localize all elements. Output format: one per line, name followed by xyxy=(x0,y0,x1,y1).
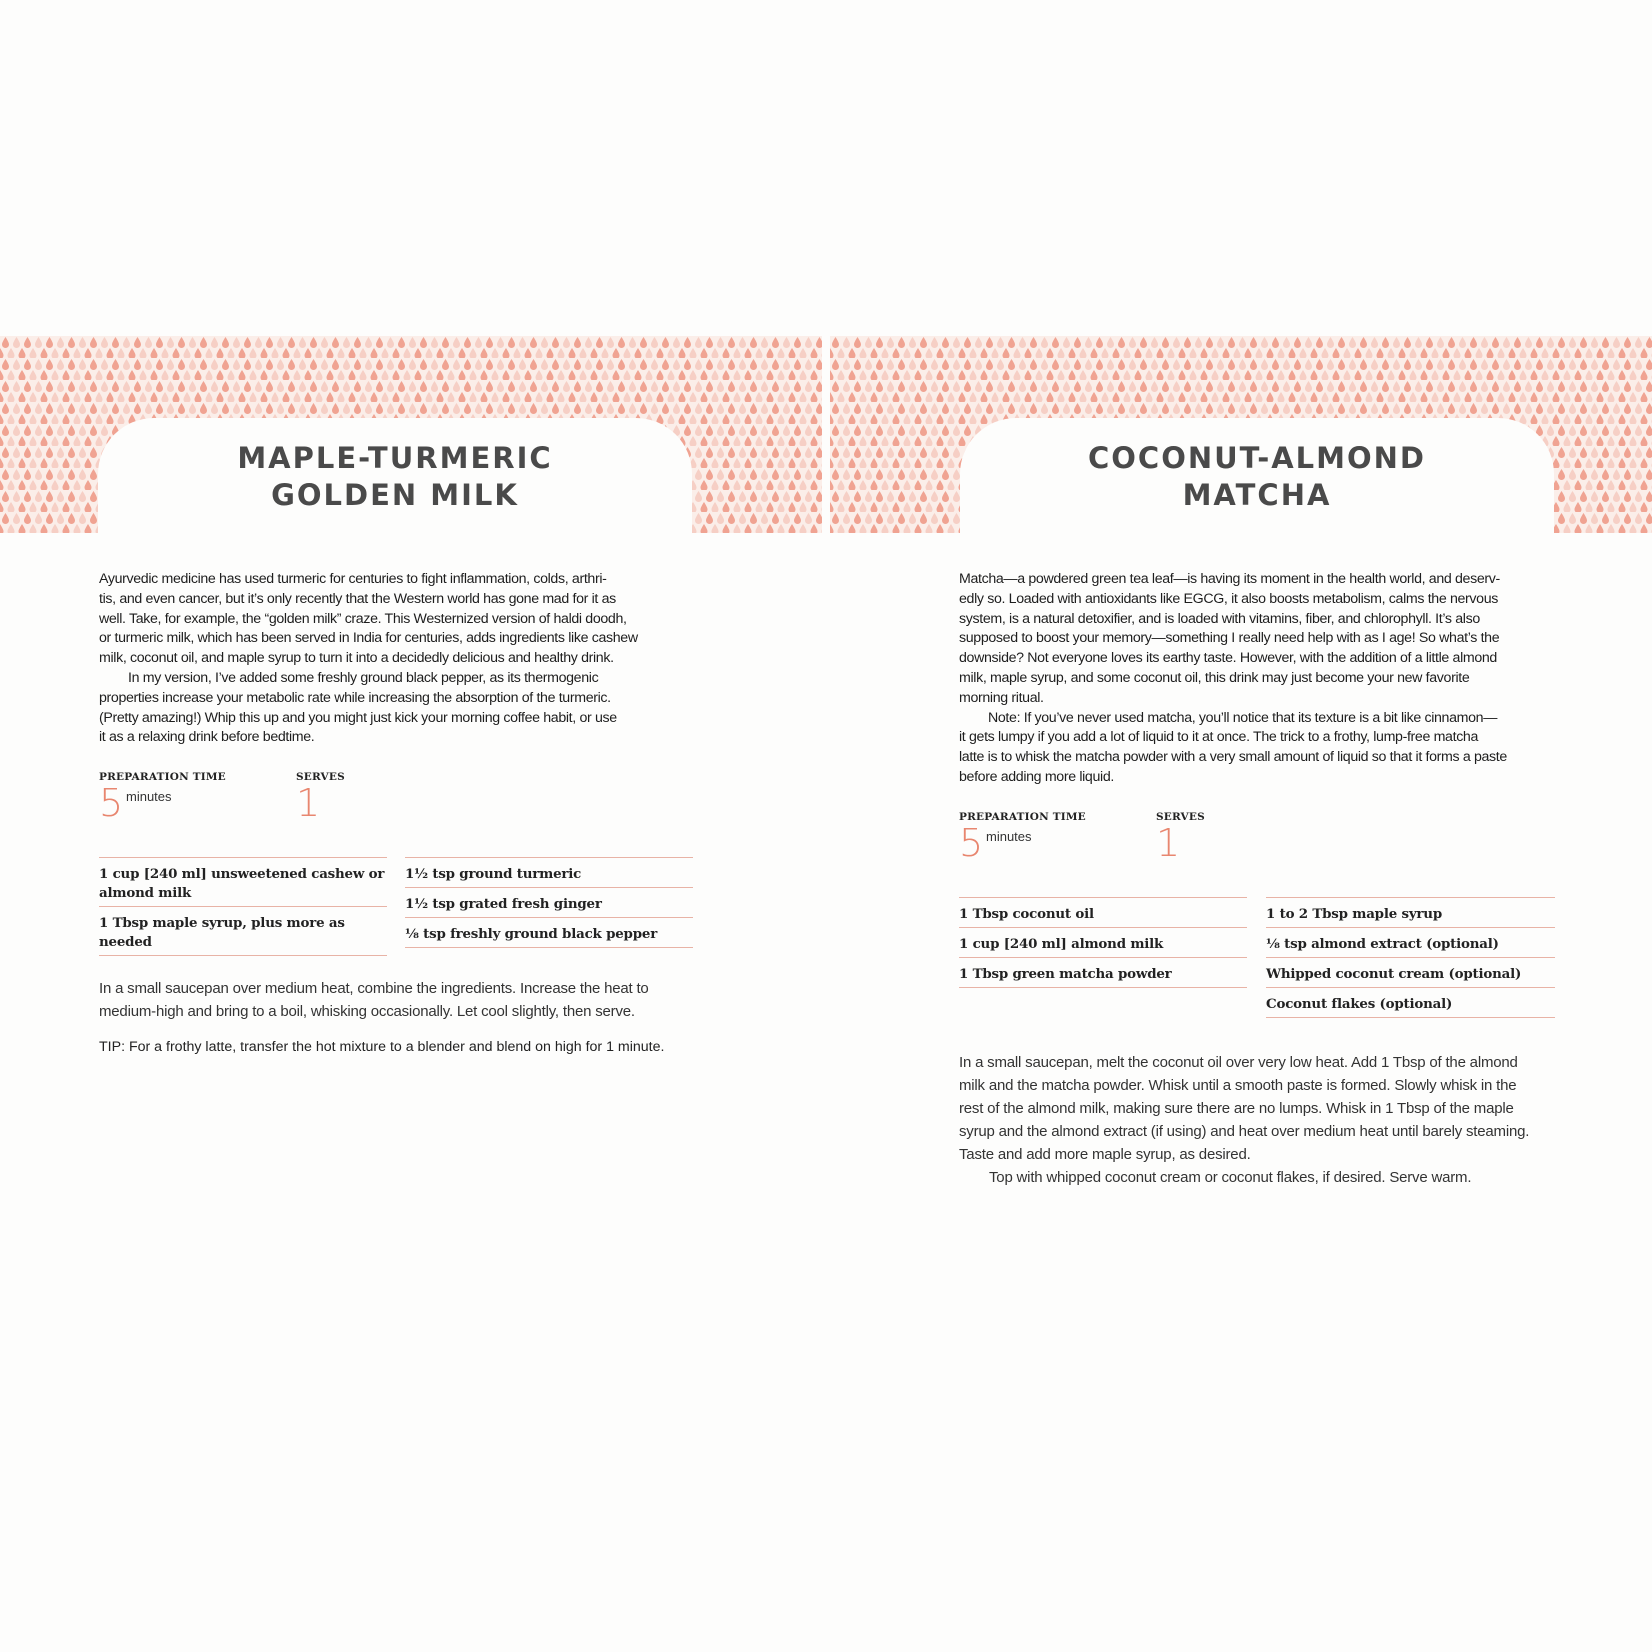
ingredient-item: 1 to 2 Tbsp maple syrup xyxy=(1266,897,1555,927)
ingredients-column-2 xyxy=(1266,897,1555,1018)
intro-text xyxy=(99,570,694,748)
ingredient-item: 1 Tbsp green matcha powder xyxy=(959,957,1247,988)
method-line: medium-high and bring to a boil, whisking occasionally. Let cool slightly, then serve. xyxy=(99,1003,635,1021)
intro-text xyxy=(959,570,1555,788)
title-panel-right xyxy=(960,418,1554,548)
ingredient-item: 1½ tsp ground turmeric xyxy=(405,857,693,887)
intro-line: it gets lumpy if you add a lot of liquid to it at once. The trick to a frothy, lump-free matcha xyxy=(959,729,1479,746)
intro-line: well. Take, for example, the “golden milk” craze. This Westernized version of haldi doodh, xyxy=(99,610,627,627)
prep-time-unit: minutes xyxy=(126,789,172,805)
method-line: Taste and add more maple syrup, as desired. xyxy=(959,1145,1251,1163)
method-line: milk and the matcha powder. Whisk until a smooth paste is formed. Slowly whisk in the xyxy=(959,1076,1517,1094)
method-line: In a small saucepan over medium heat, combine the ingredients. Increase the heat to xyxy=(99,980,649,998)
method-line: Top with whipped coconut cream or coconut flakes, if desired. Serve warm. xyxy=(989,1168,1472,1186)
ingredient-item: 1 cup [240 ml] almond milk xyxy=(959,927,1247,957)
title-line-2: MATCHA xyxy=(1182,478,1332,512)
intro-line: tis, and even cancer, but it’s only recently that the Western world has gone mad for it as xyxy=(99,590,616,607)
method-text xyxy=(99,977,694,1023)
recipe-title xyxy=(960,440,1554,514)
ingredient-item: 1½ tsp grated fresh ginger xyxy=(405,887,693,917)
method-line: rest of the almond milk, making sure there are no lumps. Whisk in 1 Tbsp of the maple xyxy=(959,1099,1514,1117)
serves-label: SERVES xyxy=(1156,810,1205,823)
recipe-title xyxy=(98,440,692,514)
recipe-meta xyxy=(99,771,694,837)
ingredients-column-1 xyxy=(99,857,387,956)
intro-line: system, is a natural detoxifier, and is loaded with vitamins, fiber, and chlorophyll. It’s also xyxy=(959,610,1480,627)
method-text xyxy=(959,1051,1555,1189)
prep-time-unit: minutes xyxy=(986,828,1032,844)
intro-line: edly so. Loaded with antioxidants like EGCG, it also boosts metabolism, calms the nervous xyxy=(959,590,1498,607)
intro-line: Matcha—a powdered green tea leaf—is having its moment in the health world, and deserv- xyxy=(959,571,1500,587)
title-line-1: MAPLE-TURMERIC xyxy=(237,441,553,475)
tip-text: TIP: For a frothy latte, transfer the hot mixture to a blender and blend on high for 1 minute. xyxy=(99,1039,665,1056)
intro-line: In my version, I’ve added some freshly ground black pepper, as its thermogenic xyxy=(128,669,599,686)
left-page xyxy=(99,570,694,1055)
serves xyxy=(1156,810,1205,865)
title-line-2: GOLDEN MILK xyxy=(271,478,519,512)
prep-time-value: 5 xyxy=(99,781,124,826)
recipe-meta xyxy=(959,811,1555,877)
ingredient-item: Whipped coconut cream (optional) xyxy=(1266,957,1555,987)
serves xyxy=(296,771,345,826)
intro-line: supposed to boost your memory—something I really need help with as I age! So what’s the xyxy=(959,630,1500,647)
intro-line: Note: If you’ve never used matcha, you’ll notice that its texture is a bit like cinnamon— xyxy=(988,709,1498,726)
prep-time xyxy=(959,810,1086,865)
intro-line: Ayurvedic medicine has used turmeric for centuries to fight inflammation, colds, arthri- xyxy=(99,571,607,587)
ingredient-item: 1 Tbsp maple syrup, plus more as needed xyxy=(99,906,387,956)
ingredient-item: 1 Tbsp coconut oil xyxy=(959,897,1247,927)
intro-line: latte is to whisk the matcha powder with a very small amount of liquid so that it forms a paste xyxy=(959,749,1507,766)
method-line: In a small saucepan, melt the coconut oil over very low heat. Add 1 Tbsp of the almond xyxy=(959,1053,1518,1071)
method-line: syrup and the almond extract (if using) and heat over medium heat until barely steaming. xyxy=(959,1122,1530,1140)
prep-time-value: 5 xyxy=(959,820,984,865)
serves-label: SERVES xyxy=(296,771,345,784)
intro-line: properties increase your metabolic rate while increasing the absorption of the turmeric. xyxy=(99,689,611,706)
intro-line: milk, maple syrup, and some coconut oil, this drink may just become your new favorite xyxy=(959,669,1470,686)
intro-line: before adding more liquid. xyxy=(959,768,1114,785)
ingredients-list xyxy=(959,897,1555,1019)
intro-line: or turmeric milk, which has been served in India for centuries, adds ingredients like cashew xyxy=(99,630,638,647)
prep-time-label: PREPARATION TIME xyxy=(99,771,226,784)
serves-value: 1 xyxy=(1156,820,1181,865)
intro-line: (Pretty amazing!) Whip this up and you might just kick your morning coffee habit, or use xyxy=(99,709,617,726)
intro-line: downside? Not everyone loves its earthy taste. However, with the addition of a little almond xyxy=(959,650,1497,667)
serves-value: 1 xyxy=(296,781,321,826)
intro-line: morning ritual. xyxy=(959,689,1044,706)
intro-line: milk, coconut oil, and maple syrup to turn it into a decidedly delicious and healthy drink. xyxy=(99,650,614,667)
ingredient-item: ⅛ tsp almond extract (optional) xyxy=(1266,927,1555,957)
right-page xyxy=(959,570,1555,1189)
title-line-1: COCONUT-ALMOND xyxy=(1087,441,1427,475)
intro-line: it as a relaxing drink before bedtime. xyxy=(99,729,315,746)
ingredient-item: Coconut flakes (optional) xyxy=(1266,987,1555,1018)
ingredient-item: ⅛ tsp freshly ground black pepper xyxy=(405,917,693,948)
ingredients-list xyxy=(99,857,694,957)
prep-time xyxy=(99,771,226,826)
title-panel-left xyxy=(98,418,692,548)
ingredients-column-1 xyxy=(959,897,1247,988)
ingredient-item: 1 cup [240 ml] unsweetened cashew or almond milk xyxy=(99,857,387,906)
prep-time-label: PREPARATION TIME xyxy=(959,810,1086,823)
ingredients-column-2 xyxy=(405,857,693,948)
